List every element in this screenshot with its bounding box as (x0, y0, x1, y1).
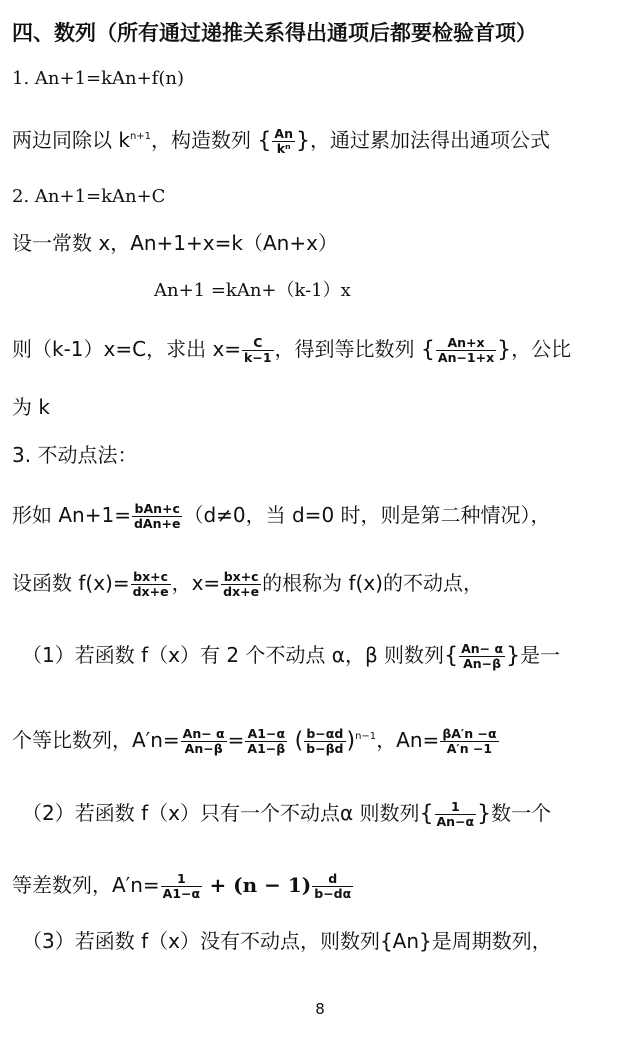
x-fraction (242, 336, 273, 365)
case1-frac-num: An− α (461, 641, 504, 656)
def-frac2-den: dx+e (223, 584, 260, 599)
s1-exponent: n+1 (129, 131, 152, 142)
case2-fraction-3 (312, 872, 353, 901)
case1-line2: 个等比数列，A′n= $\frac{An- \alpha}{An-\beta}$ = $\frac{A1-\alpha}{A1-\beta}$ ( $\frac{b-\alpha d}{b-\beta d}$ )$^{n-1}$，An= $\frac{\beta A'n -\alpha}{A'n -1}$ (12, 726, 497, 756)
brace-left: { (420, 337, 435, 363)
s1-frac-num: An (274, 126, 293, 141)
s3-form (12, 500, 632, 531)
s2-line3: An+1 =kAn+（k-1）x (154, 280, 351, 301)
s3-heading: 3. 不动点法： (12, 443, 138, 467)
brace-right: } (506, 643, 521, 669)
brace-left: { (444, 643, 459, 669)
form-frac-num: bAn+c (132, 502, 182, 517)
case2-frac3-num: d (312, 872, 353, 887)
case2-plus-term: + (n − 1) (209, 873, 312, 897)
s1-text-a: 两边同除以 k (12, 128, 130, 152)
s3-form-text-a: 形如 An+1= (12, 503, 131, 527)
s2-text-c: ，公比 (511, 337, 572, 361)
s1-frac-den: kⁿ (276, 141, 291, 156)
case3-line: （3）若函数 f（x）没有不动点，则数列{An}是周期数列， (22, 929, 552, 953)
case2-line1 (22, 798, 632, 830)
s2-text-a: 则（k-1）x=C，求出 x= (12, 337, 242, 361)
case1-line1 (22, 640, 632, 672)
s3-form-text-b: （d≠0，当 d=0 时，则是第二种情况）， (183, 503, 551, 527)
def-fraction-2 (221, 570, 261, 599)
case1-text-a: （1）若函数 f（x）有 2 个不动点 α，β 则数列 (22, 643, 445, 667)
case2-line2-text-a: 等差数列，A′n= (12, 873, 160, 897)
seq-frac-num: An+x (436, 336, 496, 351)
case1-frac-repeat-den: An−β (184, 741, 223, 756)
case1-fraction-2 (245, 727, 287, 756)
s1-fraction (272, 127, 295, 156)
brace-right: } (497, 337, 512, 363)
case1-line2-text-b: ，An= (376, 728, 440, 752)
def-frac-den: dx+e (132, 584, 169, 599)
case2-frac2-den: A1−α (162, 886, 201, 901)
seq-frac-den: An−1+x (437, 350, 495, 365)
def-frac-num: bx+c (131, 570, 171, 585)
case2-frac3-den: b−dα (314, 886, 352, 901)
def-frac2-num: bx+c (221, 570, 261, 585)
case1-frac2-num: A1−α (245, 727, 287, 742)
case1-fraction-4 (440, 727, 498, 756)
case1-frac4-num: βA′n −α (442, 726, 497, 741)
case1-fraction (459, 642, 505, 671)
case1-fraction-3 (304, 727, 345, 756)
x-frac-den: k−1 (244, 350, 272, 365)
case1-exponent: n−1 (355, 731, 377, 742)
case1-frac3-num: b−αd (304, 727, 345, 742)
formula-2: 2. An+1=kAn+C (12, 186, 166, 207)
case1-frac-repeat-num: An− α (182, 726, 225, 741)
def-fraction-1 (131, 570, 171, 599)
case2-frac-den: An−α (436, 814, 475, 829)
def-text-c: 的根称为 f(x)的不动点， (262, 571, 483, 595)
brace-left: { (419, 801, 434, 827)
brace-right: } (295, 128, 310, 154)
def-text-a: 设函数 f(x)= (12, 571, 130, 595)
case1-line2-text-a: 个等比数列，A′n= (12, 728, 180, 752)
brace-left: { (257, 128, 272, 154)
x-frac-num: C (242, 336, 273, 351)
case1-frac3-den: b−βd (306, 741, 344, 756)
s2-line2: 设一常数 x，An+1+x=k（An+x） (12, 231, 338, 255)
formula-1: 1. An+1=kAn+f(n) (12, 68, 184, 89)
seq-fraction (436, 336, 496, 365)
s1-text-b: ，构造数列 (151, 128, 252, 152)
form-frac-den: dAn+e (133, 516, 181, 531)
case2-text-b: 数一个 (491, 801, 552, 825)
s1-description (12, 122, 632, 157)
case1-frac2-den: A1−β (247, 741, 286, 756)
case1-text-b: 是一 (520, 643, 561, 667)
s2-text-b: ，得到等比数列 (274, 337, 415, 361)
case2-fraction-2 (161, 872, 202, 901)
case1-frac4-den: A′n −1 (446, 741, 493, 756)
case2-frac-num: 1 (435, 800, 477, 815)
form-fraction (132, 502, 182, 531)
case1-frac-den: An−β (463, 656, 502, 671)
case2-frac2-num: 1 (161, 872, 202, 887)
case2-line2 (12, 870, 632, 901)
section-title: 四、数列（所有通过递推关系得出通项后都要检验首项） (12, 21, 537, 45)
s2-line5: 为 k (12, 395, 50, 419)
case1-frac-repeat (181, 727, 227, 756)
case2-text-a: （2）若函数 f（x）只有一个不动点α 则数列 (22, 801, 420, 825)
brace-right: } (477, 801, 492, 827)
s1-text-c: ，通过累加法得出通项公式 (309, 128, 550, 152)
case2-fraction (435, 800, 477, 829)
s3-definition (12, 568, 632, 599)
s2-line4 (12, 334, 632, 366)
def-text-b: ，x= (171, 571, 221, 595)
page-number: 8 (315, 1000, 325, 1018)
